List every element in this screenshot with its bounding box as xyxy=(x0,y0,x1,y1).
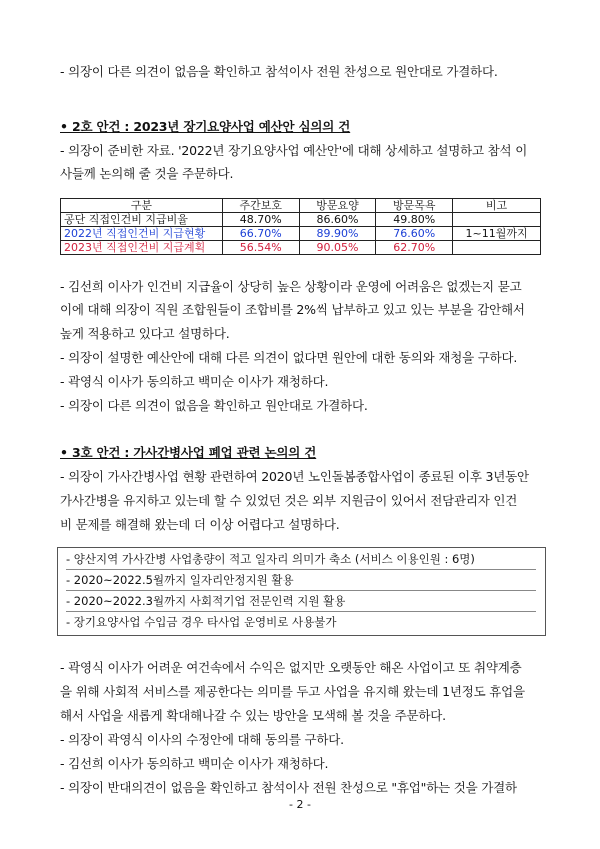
summary-box-item: - 양산지역 가사간병 사업총량이 적고 일자리 의미가 축소 (서비스 이용인원 : 6명) xyxy=(66,549,536,570)
table-cell: 2022년 직접인건비 지급현황 xyxy=(61,227,223,241)
table-cell: 49.80% xyxy=(376,213,453,227)
agenda2-paragraph-line: - 의장이 설명한 예산안에 대해 다른 의견이 없다면 원안에 대한 동의와 재청을 구하다. xyxy=(60,350,518,365)
agenda2-paragraph-line: - 의장이 다른 의견이 없음을 확인하고 원안대로 가결하다. xyxy=(60,398,368,413)
agenda3-heading: • 3호 안건 : 가사간병사업 폐업 관련 논의의 건 xyxy=(60,445,317,460)
table-cell: 1~11월까지 xyxy=(453,227,541,241)
header-cell: 구분 xyxy=(61,199,223,213)
table-cell: 89.90% xyxy=(299,227,376,241)
agenda2-paragraph-line: 사들께 논의해 줄 것을 주문하다. xyxy=(60,166,234,181)
table-cell: 48.70% xyxy=(222,213,299,227)
agenda3-paragraph-line: 해서 사업을 새롭게 확대해나갈 수 있는 방안을 모색해 볼 것을 주문하다. xyxy=(60,708,446,723)
budget-table xyxy=(60,198,541,255)
agenda3-paragraph-line: - 곽영식 이사가 어려운 여건속에서 수익은 없지만 오랫동안 해온 사업이고 또 취약계층 xyxy=(60,660,522,675)
summary-box-item: - 장기요양사업 수입금 경우 타사업 운영비로 사용불가 xyxy=(66,615,337,629)
header-cell: 주간보호 xyxy=(222,199,299,213)
header-cell: 비고 xyxy=(453,199,541,213)
agenda3-paragraph-line: - 김선희 이사가 동의하고 백미순 이사가 재청하다. xyxy=(60,756,329,771)
page-number: - 2 - xyxy=(289,798,311,811)
agenda3-paragraph-line: 가사간병을 유지하고 있는데 할 수 있었던 것은 외부 지원금이 있어서 전담관리자 인건 xyxy=(60,493,518,508)
agenda2-paragraph-line: - 곽영식 이사가 동의하고 백미순 이사가 재청하다. xyxy=(60,374,329,389)
agenda2-paragraph-line: 높게 적용하고 있다고 설명하다. xyxy=(60,326,230,341)
header-cell: 방문요양 xyxy=(299,199,376,213)
table-cell: 76.60% xyxy=(376,227,453,241)
agenda3-paragraph-line: - 의장이 가사간병사업 현황 관련하여 2020년 노인돌봄종합사업이 종료된 이후 3년동안 xyxy=(60,469,529,484)
table-cell: 62.70% xyxy=(376,241,453,255)
agenda3-paragraph-line: - 의장이 곽영식 이사의 수정안에 대해 동의를 구하다. xyxy=(60,732,344,747)
table-cell: 86.60% xyxy=(299,213,376,227)
table-cell: 56.54% xyxy=(222,241,299,255)
summary-box-item: - 2020~2022.5월까지 일자리안정지원 활용 xyxy=(66,570,536,591)
summary-box-item: - 2020~2022.3월까지 사회적기업 전문인력 지원 활용 xyxy=(66,591,536,612)
intro-line: - 의장이 다른 의견이 없음을 확인하고 참석이사 전원 찬성으로 원안대로 가결하다. xyxy=(60,64,498,79)
agenda2-paragraph-line: 이에 대해 의장이 직원 조합원들이 조합비를 2%씩 납부하고 있고 있는 부분을 감안해서 xyxy=(60,302,525,317)
agenda2-paragraph-line: - 의장이 준비한 자료. '2022년 장기요양사업 예산안'에 대해 상세하고 설명하고 참석 이 xyxy=(60,143,528,158)
header-cell: 방문목욕 xyxy=(376,199,453,213)
table-header-row xyxy=(61,199,541,213)
agenda2-heading: • 2호 안건 : 2023년 장기요양사업 예산안 심의의 건 xyxy=(60,119,351,134)
table-row xyxy=(61,213,541,227)
table-cell: 2023년 직접인건비 지급계획 xyxy=(61,241,223,255)
agenda3-paragraph-line: - 의장이 반대의견이 없음을 확인하고 참석이사 전원 찬성으로 "휴업"하는 것을 가결하 xyxy=(60,780,517,795)
table-cell: 90.05% xyxy=(299,241,376,255)
table-row xyxy=(61,227,541,241)
agenda3-paragraph-line: 을 위해 사회적 서비스를 제공한다는 의미를 두고 사업을 유지해 왔는데 1년정도 휴업을 xyxy=(60,684,525,699)
summary-box xyxy=(57,547,546,636)
agenda3-paragraph-line: 비 문제를 해결해 왔는데 더 이상 어렵다고 설명하다. xyxy=(60,517,340,532)
agenda2-paragraph-line: - 김선희 이사가 인건비 지급율이 상당히 높은 상황이라 운영에 어려움은 없겠는지 묻고 xyxy=(60,279,522,294)
table-cell: 66.70% xyxy=(222,227,299,241)
table-cell: 공단 직접인건비 지급비율 xyxy=(61,213,223,227)
table-row xyxy=(61,241,541,255)
table-cell xyxy=(453,241,541,255)
table-cell xyxy=(453,213,541,227)
